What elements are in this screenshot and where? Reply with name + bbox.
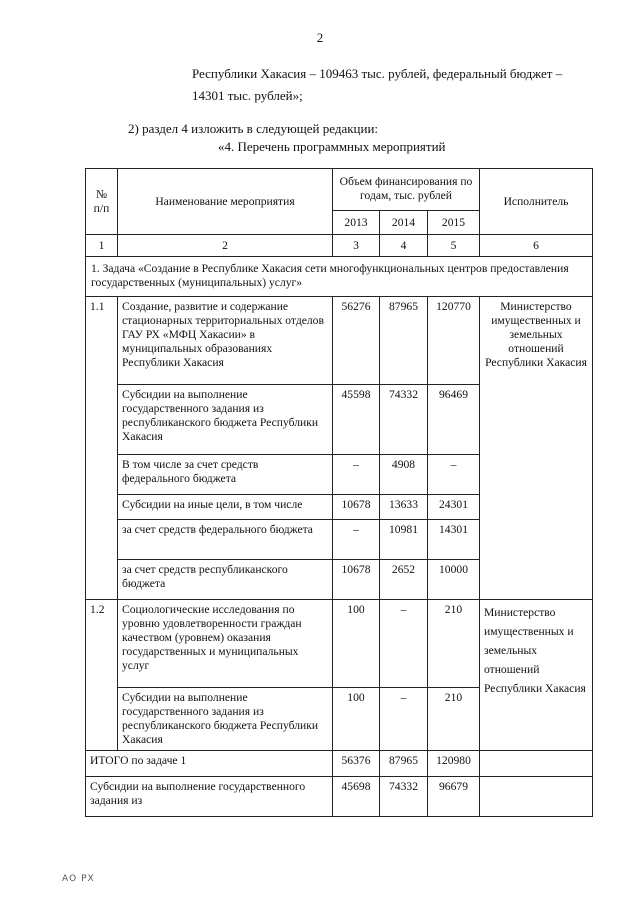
total-2014: 87965 — [380, 751, 428, 777]
col-num-1: 1 — [86, 235, 118, 257]
value-2013: – — [333, 520, 380, 560]
col-num-2: 2 — [118, 235, 333, 257]
intro-line-1: Республики Хакасия – 109463 тыс. рублей, федеральный бюджет – — [192, 66, 563, 81]
col-num-5: 5 — [428, 235, 480, 257]
header-num: № п/п — [86, 169, 118, 235]
header-year-2014: 2014 — [380, 211, 428, 235]
value-2013: 100 — [333, 600, 380, 688]
task-1-title: 1. Задача «Создание в Республике Хакасия сети многофункциональных центров предоставления государственных (муниципальных) услуг» — [86, 257, 593, 297]
row-name: Субсидии на выполнение государственного задания из республиканского бюджета Республики Хакасия — [118, 385, 333, 455]
value-2014: 74332 — [380, 385, 428, 455]
value-2015: 24301 — [428, 495, 480, 520]
value-2014: – — [380, 688, 428, 751]
row-name: Субсидии на выполнение государственного задания из республиканского бюджета Республики Хакасия — [118, 688, 333, 751]
header-year-2013: 2013 — [333, 211, 380, 235]
total-label: ИТОГО по задаче 1 — [86, 751, 333, 777]
row-name: Субсидии на иные цели, в том числе — [118, 495, 333, 520]
column-numbers-row — [86, 235, 593, 257]
header-name: Наименование мероприятия — [118, 169, 333, 235]
value-2014: 74332 — [380, 777, 428, 817]
col-num-3: 3 — [333, 235, 380, 257]
value-2014: 87965 — [380, 297, 428, 385]
table-row — [86, 297, 593, 385]
value-2014: – — [380, 600, 428, 688]
value-2015: 210 — [428, 600, 480, 688]
table-row — [86, 777, 593, 817]
value-2013: 10678 — [333, 495, 380, 520]
item-number: 1.1 — [86, 297, 118, 600]
value-2014: 10981 — [380, 520, 428, 560]
value-2013: – — [333, 455, 380, 495]
row-name: В том числе за счет средств федерального бюджета — [118, 455, 333, 495]
value-2015: – — [428, 455, 480, 495]
header-executor: Исполнитель — [480, 169, 593, 235]
total-2013: 56376 — [333, 751, 380, 777]
page-number: 2 — [316, 30, 324, 45]
executor — [480, 777, 593, 817]
header-row — [86, 169, 593, 211]
task-row — [86, 257, 593, 297]
value-2013: 45698 — [333, 777, 380, 817]
header-year-2015: 2015 — [428, 211, 480, 235]
row-name: Создание, развитие и содержание стационарных территориальных отделов ГАУ РХ «МФЦ Хакасии» в муниципальных образованиях Республики Хакасия — [118, 297, 333, 385]
table-row — [86, 600, 593, 688]
executor: Министерство имущественных и земельных отношений Республики Хакасия — [480, 297, 593, 600]
footer-mark: АО РХ — [62, 874, 95, 884]
col-num-6: 6 — [480, 235, 593, 257]
value-2015: 14301 — [428, 520, 480, 560]
value-2015: 96679 — [428, 777, 480, 817]
section-heading: «4. Перечень программных мероприятий — [218, 139, 446, 154]
value-2015: 10000 — [428, 560, 480, 600]
intro-line-3: 2) раздел 4 изложить в следующей редакции: — [128, 121, 379, 136]
total-row — [86, 751, 593, 777]
executor: Министерство имущественных и земельных отношений Республики Хакасия — [480, 600, 593, 751]
item-number: 1.2 — [86, 600, 118, 751]
value-2013: 100 — [333, 688, 380, 751]
row-name: за счет средств республиканского бюджета — [118, 560, 333, 600]
total-executor — [480, 751, 593, 777]
value-2013: 45598 — [333, 385, 380, 455]
value-2013: 56276 — [333, 297, 380, 385]
intro-line-2: 14301 тыс. рублей»; — [192, 88, 303, 103]
value-2014: 4908 — [380, 455, 428, 495]
value-2014: 13633 — [380, 495, 428, 520]
program-measures-table — [85, 168, 593, 817]
value-2015: 210 — [428, 688, 480, 751]
value-2015: 96469 — [428, 385, 480, 455]
total-2015: 120980 — [428, 751, 480, 777]
value-2015: 120770 — [428, 297, 480, 385]
row-name: Социологические исследования по уровню удовлетворенности граждан качеством (уровнем) оказания государственных и муниципальных услуг — [118, 600, 333, 688]
row-name: Субсидии на выполнение государственного задания из — [86, 777, 333, 817]
row-name: за счет средств федерального бюджета — [118, 520, 333, 560]
col-num-4: 4 — [380, 235, 428, 257]
value-2014: 2652 — [380, 560, 428, 600]
header-funding: Объем финансирования по годам, тыс. рублей — [333, 169, 480, 211]
value-2013: 10678 — [333, 560, 380, 600]
